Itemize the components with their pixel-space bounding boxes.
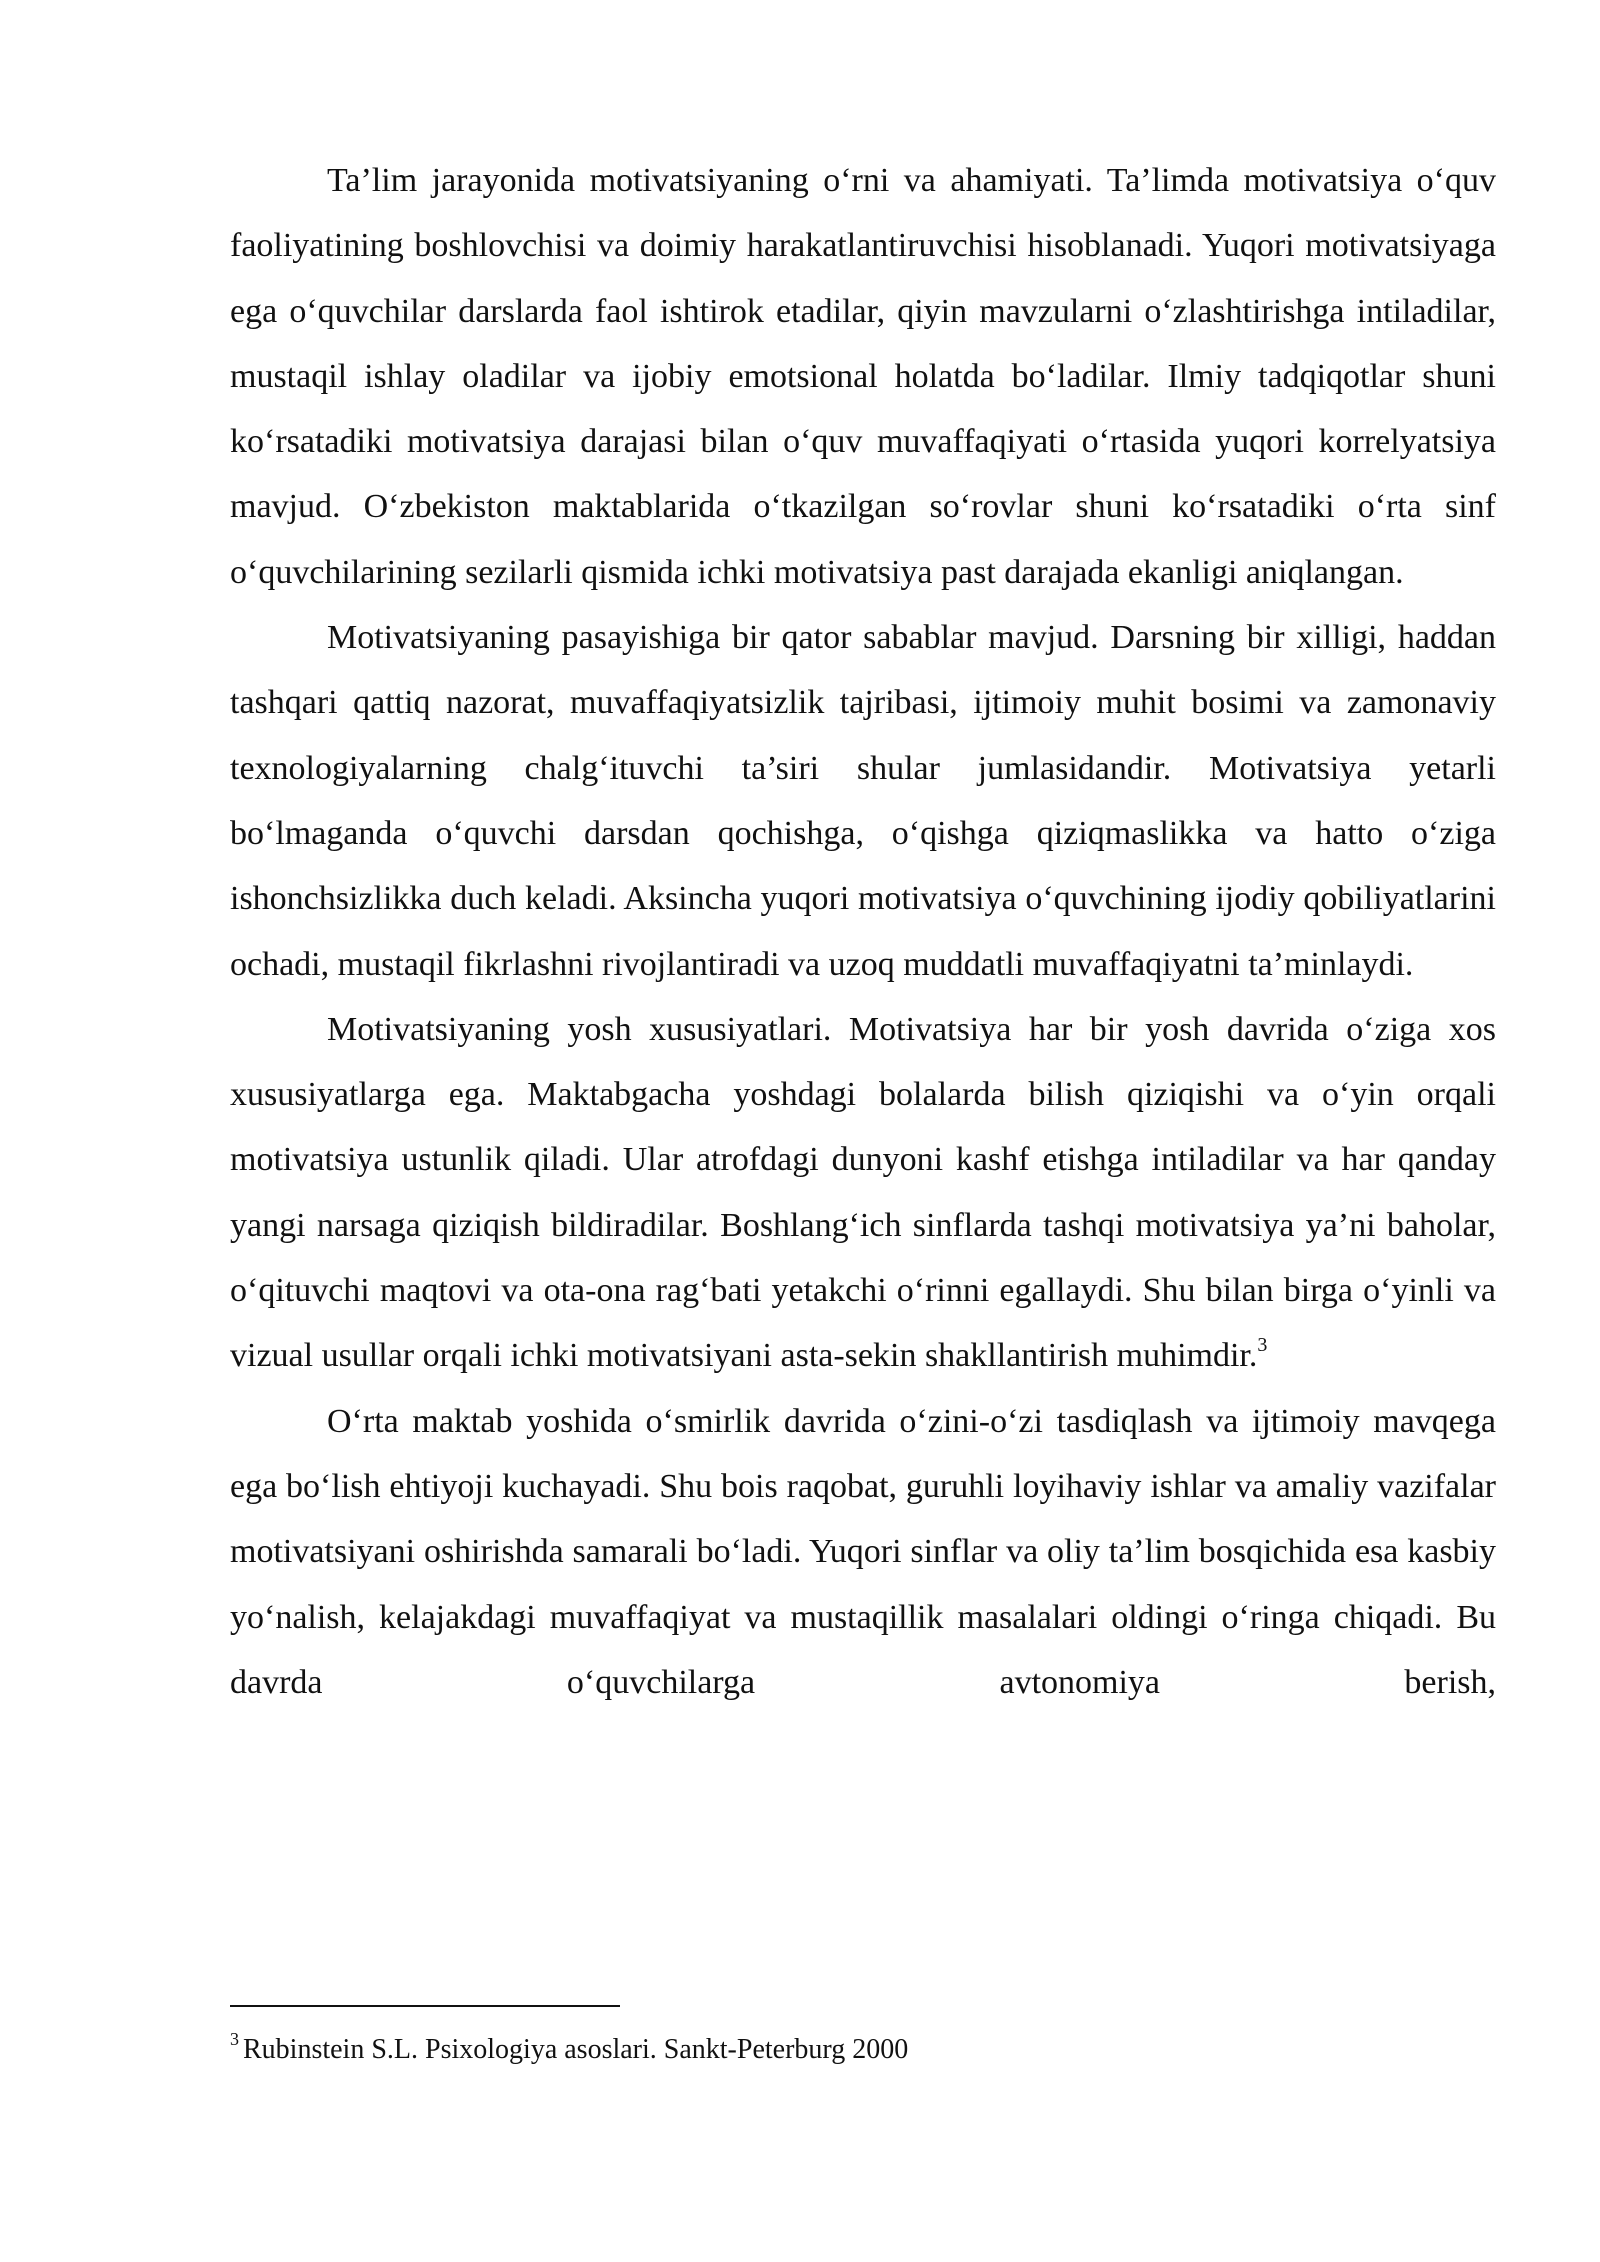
paragraph-3: [230, 997, 1496, 1389]
body-text: [230, 148, 1496, 1715]
footnote: [230, 2030, 1496, 2070]
footnote-text: Rubinstein S.L. Psixologiya asoslari. Sankt-Peterburg 2000: [243, 2034, 909, 2065]
paragraph-3-text: Motivatsiyaning yosh xususiyatlari. Motivatsiya har bir yosh davrida o‘ziga xos xususiyatlarga ega. Maktabgacha yoshdagi bolalarda bilish qiziqishi va o‘yin orqali motivatsiya ustunlik qiladi. Ular atrofdagi dunyoni kashf etishga intiladilar va har qanday yangi narsaga qiziqish bildiradilar. Boshlang‘ich sinflarda tashqi motivatsiya ya’ni baholar, o‘qituvchi maqtovi va ota-ona rag‘bati yetakchi o‘rinni egallaydi. Shu bilan birga o‘yinli va vizual usullar orqali ichki motivatsiyani asta-sekin shakllantirish muhimdir.: [230, 1010, 1496, 1375]
paragraph-1: Ta’lim jarayonida motivatsiyaning o‘rni va ahamiyati. Ta’limda motivatsiya o‘quv faoliyatining boshlovchisi va doimiy harakatlantiruvchisi hisoblanadi. Yuqori motivatsiyaga ega o‘quvchilar darslarda faol ishtirok etadilar, qiyin mavzularni o‘zlashtirishga intiladilar, mustaqil ishlay oladilar va ijobiy emotsional holatda bo‘ladilar. Ilmiy tadqiqotlar shuni ko‘rsatadiki motivatsiya darajasi bilan o‘quv muvaffaqiyati o‘rtasida yuqori korrelyatsiya mavjud. O‘zbekiston maktablarida o‘tkazilgan so‘rovlar shuni ko‘rsatadiki o‘rta sinf o‘quvchilarining sezilarli qismida ichki motivatsiya past darajada ekanligi aniqlangan.: [230, 162, 1496, 591]
footnote-number: 3: [230, 2029, 239, 2050]
footnote-reference[interactable]: 3: [1257, 1334, 1268, 1357]
footnote-separator: [230, 2005, 620, 2007]
paragraph-2: Motivatsiyaning pasayishiga bir qator sabablar mavjud. Darsning bir xilligi, haddan tashqari qattiq nazorat, muvaffaqiyatsizlik tajribasi, ijtimoiy muhit bosimi va zamonaviy texnologiyalarning chalg‘ituvchi ta’siri shular jumlasidandir. Motivatsiya yetarli bo‘lmaganda o‘quvchi darsdan qochishga, o‘qishga qiziqmaslikka va hatto o‘ziga ishonchsizlikka duch keladi. Aksincha yuqori motivatsiya o‘quvchining ijodiy qobiliyatlarini ochadi, mustaqil fikrlashni rivojlantiradi va uzoq muddatli muvaffaqiyatni ta’minlaydi.: [230, 619, 1496, 983]
paragraph-4: O‘rta maktab yoshida o‘smirlik davrida o‘zini-o‘zi tasdiqlash va ijtimoiy mavqega ega bo‘lish ehtiyoji kuchayadi. Shu bois raqobat, guruhli loyihaviy ishlar va amaliy vazifalar motivatsiyani oshirishda samarali bo‘ladi. Yuqori sinflar va oliy ta’lim bosqichida esa kasbiy yo‘nalish, kelajakdagi muvaffaqiyat va mustaqillik masalalari oldingi o‘ringa chiqadi. Bu davrda o‘quvchilarga avtonomiya berish,: [230, 1402, 1496, 1701]
